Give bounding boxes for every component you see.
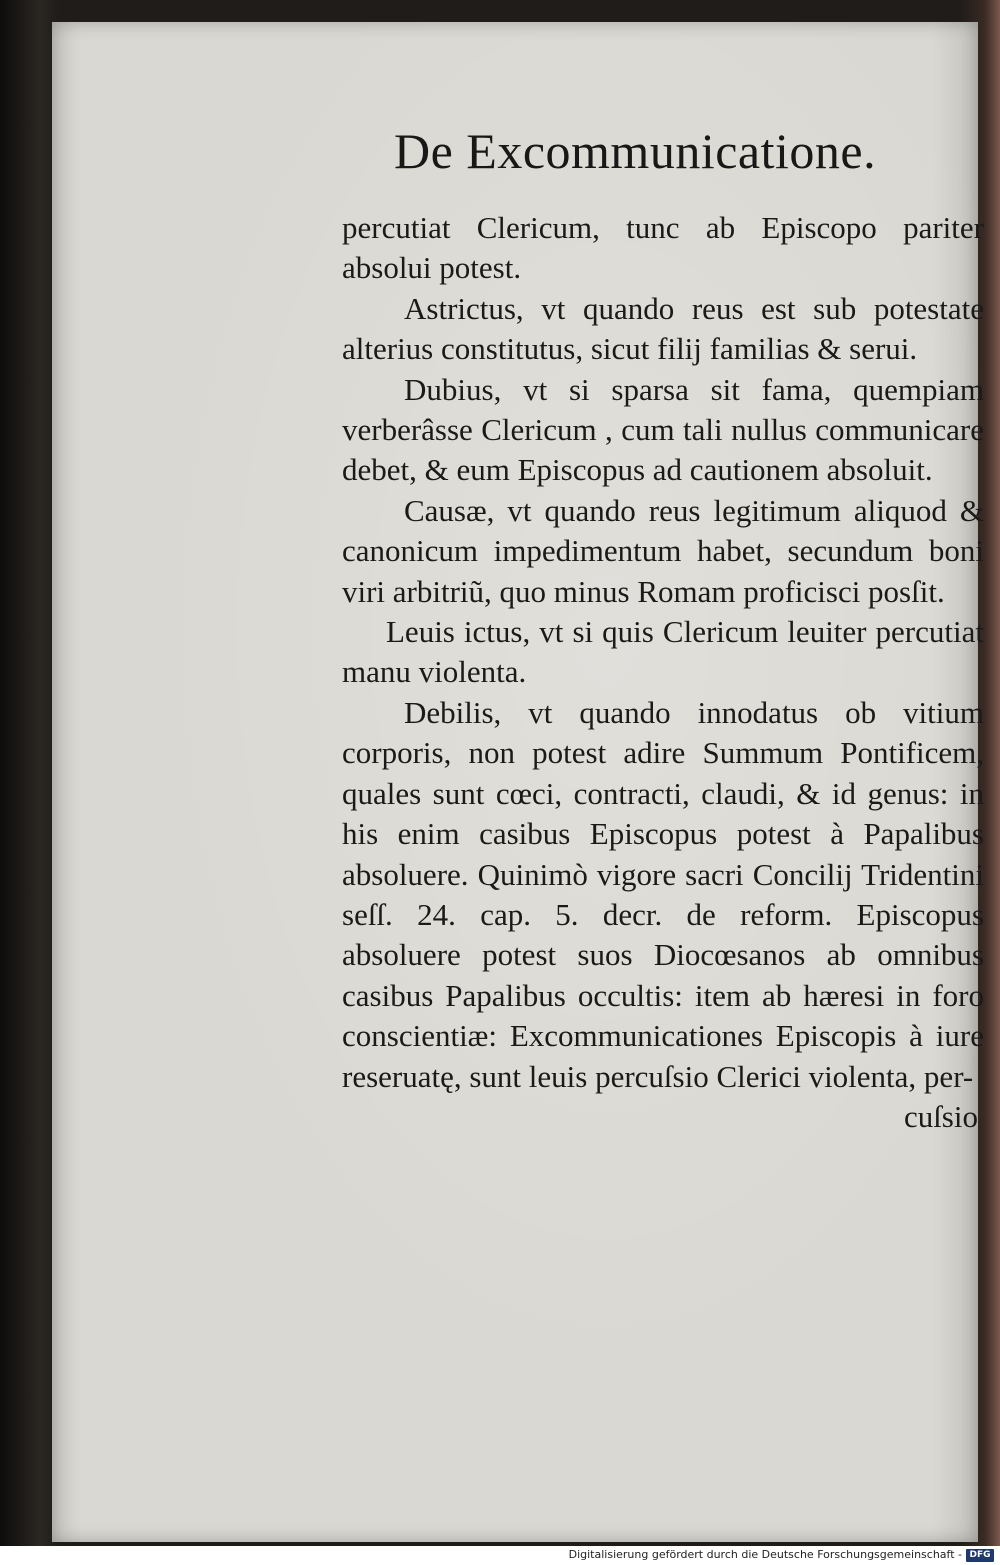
book-page bbox=[52, 22, 984, 1542]
body-text bbox=[342, 208, 984, 1137]
paragraph-astrictus: Astrictus, vt quando reus est sub potestate alterius constitutus, sicut filij familias & serui. bbox=[342, 290, 984, 367]
digitization-footer bbox=[0, 1546, 1000, 1565]
footer-credit: Digitalisierung gefördert durch die Deutsche Forschungsgemeinschaft - bbox=[568, 1548, 962, 1561]
catchword: cuſsio bbox=[903, 1098, 978, 1134]
paragraph-continuation: percutiat Clericum, tunc ab Episcopo pariter absolui potest. bbox=[342, 210, 984, 286]
paragraph-debilis: Debilis, vt quando innodatus ob vitium corporis, non potest adire Summum Pontificem, quales sunt cœci, contracti, claudi, & id genus: in his enim casibus Episcopus potest à Papalibus absoluere. Quinimò vigore sacri Concilij Tridentini seſſ. 24. cap. 5. decr. de reform. Episcopus absoluere potest suos Diocœsanos ab omnibus casibus Papalibus occultis: item ab hæresi in foro conscientiæ: Excommunicationes Episcopis à iure reseruatę, sunt leuis percuſsio Clerici violenta, per- bbox=[342, 694, 984, 1094]
paragraph-causae: Causæ, vt quando reus legitimum aliquod & canonicum impedimentum habet, secundum boni viri arbitriũ, quo minus Romam proficisci posſit. bbox=[342, 492, 984, 609]
paragraph-leuis-ictus: Leuis ictus, vt si quis Clericum leuiter percutiat manu violenta. bbox=[342, 614, 984, 690]
paragraph-dubius: Dubius, vt si sparsa sit fama, quempiam verberâsse Clericum , cum tali nullus communicare debet, & eum Episcopus ad cautionem absoluit. bbox=[342, 371, 984, 488]
running-head: De Excommunicatione. bbox=[394, 123, 877, 179]
dfg-logo-icon: DFG bbox=[966, 1549, 994, 1562]
